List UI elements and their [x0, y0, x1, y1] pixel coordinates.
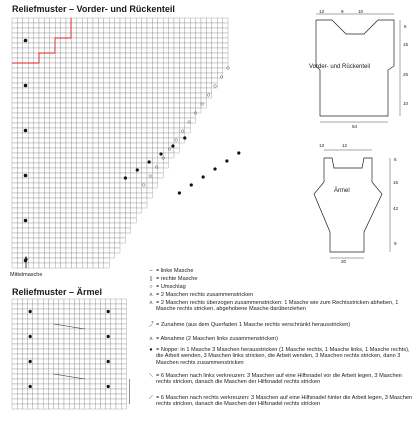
bobble-mark	[178, 191, 181, 194]
main-chart-title: Reliefmuster – Vorder- und Rückenteil	[12, 4, 175, 14]
bobble-mark	[136, 168, 139, 171]
legend-symbol: ●	[149, 347, 153, 353]
sleeve-side-num-2: 15	[393, 180, 399, 185]
legend-item	[146, 347, 414, 366]
bobble-mark	[213, 167, 216, 170]
bobble-mark	[24, 219, 28, 223]
legend-text: = rechte Masche	[156, 276, 198, 282]
legend-symbol: ▯	[149, 276, 153, 282]
legend-symbol: ⋏	[148, 336, 154, 342]
bobble-mark	[190, 183, 193, 186]
bobble-mark	[183, 136, 186, 139]
legend-symbol: ⤴	[148, 322, 154, 328]
legend-symbol: ○	[149, 284, 153, 290]
legend-symbol: ⟋	[149, 395, 153, 401]
bobble-mark	[107, 360, 110, 363]
legend-symbol: ⋏	[148, 292, 154, 298]
body-side-num-3: 25	[403, 72, 409, 77]
legend-item	[146, 322, 414, 328]
bobble-mark	[29, 310, 32, 313]
sleeve-top-num-2: 12	[342, 143, 348, 148]
legend-item	[146, 300, 414, 313]
bobble-mark	[24, 39, 28, 43]
sleeve-top-num-1: 13	[319, 143, 325, 148]
center-arrow-icon	[22, 256, 30, 270]
legend-item	[146, 336, 414, 342]
legend-item	[146, 292, 414, 298]
bobble-mark	[29, 360, 32, 363]
bobble-mark	[24, 174, 28, 178]
legend-text: = 6 Maschen nach links verkreuzen: 3 Maschen auf eine Hilfsnadel vor die Arbeit legen, 3 Maschen rechts stricken, danach die Maschen der Hilfsnadel rechts stricken	[156, 373, 402, 386]
bobble-mark	[24, 129, 28, 133]
sleeve-side-num-4: 9	[394, 241, 397, 246]
legend-item	[146, 395, 414, 408]
body-side-num-2: 15	[403, 42, 409, 47]
body-bottom-num: 54	[352, 124, 358, 129]
body-top-num-1: 13	[319, 9, 325, 14]
sleeve-side-num-3: 42	[393, 206, 399, 211]
body-schematic-label: Vorder- und Rückenteil	[309, 64, 371, 70]
bobble-mark	[225, 159, 228, 162]
bobble-mark	[24, 84, 28, 88]
sleeve-schematic-label: Ärmel	[334, 188, 350, 194]
sleeve-stitch-chart	[12, 299, 132, 411]
sleeve-bottom-num: 20	[341, 259, 347, 264]
legend-item	[146, 276, 414, 282]
center-stitch-label: Mittelmasche	[10, 272, 43, 278]
bobble-mark	[107, 385, 110, 388]
body-side-num-4: 10	[403, 101, 409, 106]
bobble-mark	[107, 335, 110, 338]
legend-symbol: ⋏	[148, 300, 154, 306]
bobble-mark	[107, 310, 110, 313]
legend-text: = linke Masche	[156, 268, 194, 274]
body-top-num-3: 10	[358, 9, 364, 14]
legend-text: = Umschlag	[156, 284, 186, 290]
legend-text: = 6 Maschen nach rechts verkreuzen: 3 Maschen auf eine Hilfsnadel hinter die Arbeit legen, 3 Maschen rechts stricken, danach die Maschen der Hilfsnadel rechts stricken	[156, 395, 413, 408]
bobble-mark	[29, 385, 32, 388]
body-top-num-2: 9	[341, 9, 344, 14]
sleeve-chart-title: Reliefmuster – Ärmel	[12, 287, 103, 297]
legend-symbol: ⟍	[149, 373, 153, 379]
legend-item	[146, 284, 414, 290]
legend-symbol: –	[149, 268, 153, 274]
bobble-mark	[148, 160, 151, 163]
legend-text: = Noppe: in 1 Masche 3 Maschen herausstricken (1 Masche rechts, 1 Masche links, 1 Masche rechts), die Arbeit wenden, 3 Maschen links stricken, die Arbeit wenden, 3 Maschen rechts stricken, dann 3 Maschen rechts zusammenstricken	[156, 347, 410, 366]
main-stitch-chart	[12, 18, 280, 268]
legend-text: = 2 Maschen rechts zusammenstricken	[156, 292, 254, 298]
bobble-mark	[124, 176, 127, 179]
legend-item	[146, 268, 414, 274]
legend-text: = 2 Maschen rechts überzogen zusammenstricken: 1 Masche wie zum Rechtsstricken abheben, 1 Masche rechts stricken, abgehobene Masche darüberziehen	[156, 300, 399, 313]
legend-text: = Abnahme (2 Maschen links zusammenstricken)	[156, 336, 279, 342]
bobble-mark	[237, 151, 240, 154]
bobble-mark	[202, 175, 205, 178]
legend-item	[146, 373, 414, 386]
body-side-num-1: 6	[404, 24, 407, 29]
bobble-mark	[171, 144, 174, 147]
legend-text: = Zunahme (aus dem Querfaden 1 Masche rechts verschränkt herausstricken)	[156, 322, 351, 328]
bobble-mark	[29, 335, 32, 338]
bobble-mark	[159, 152, 162, 155]
sleeve-side-num-1: 6	[394, 157, 397, 162]
